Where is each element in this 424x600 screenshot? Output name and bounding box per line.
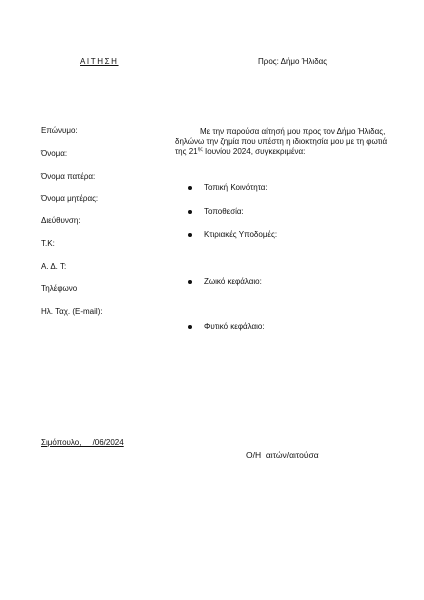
field-id-number-label: Α. Δ. Τ: — [41, 262, 67, 271]
damage-item-location — [204, 207, 244, 217]
bullet-icon — [188, 210, 192, 214]
field-address-label: Διεύθυνση: — [41, 216, 81, 225]
signer-label: Ο/Η αιτών/αιτούσα — [246, 450, 319, 460]
damage-item-buildings — [204, 230, 277, 240]
damage-item-crops — [204, 322, 265, 332]
bullet-icon — [188, 186, 192, 190]
field-postal-code-label: Τ.Κ: — [41, 239, 55, 248]
document-title: ΑΙΤΗΣΗ — [80, 57, 119, 66]
intro-paragraph — [175, 127, 390, 157]
field-phone-label: Τηλέφωνο — [41, 284, 78, 293]
damage-item-label: Ζωικό κεφάλαιο: — [204, 277, 262, 286]
bullet-icon — [188, 280, 192, 284]
damage-item-community — [204, 183, 268, 193]
damage-item-label: Φυτικό κεφάλαιο: — [204, 322, 265, 331]
damage-item-label: Κτιριακές Υποδομές: — [204, 230, 278, 239]
damage-item-label: Τοποθεσία: — [204, 207, 244, 216]
field-email-label: Ηλ. Ταχ. (E-mail): — [41, 307, 103, 316]
field-name-label: Όνομα: — [41, 149, 68, 158]
recipient-line: Προς: Δήμο Ήλιδας — [258, 57, 328, 66]
field-mother-name-label: Όνομα μητέρας: — [41, 194, 99, 203]
field-father-name-label: Όνομα πατέρα: — [41, 172, 96, 181]
bullet-icon — [188, 233, 192, 237]
damage-item-label: Τοπική Κοινότητα: — [204, 183, 268, 192]
intro-text: Με την παρούσα αίτησή μου προς τον Δήμο Ήλιδας, δηλώνω την ζημία που υπέστη η ιδιοκτησία μου με τη φωτιά της 21 — [175, 127, 388, 156]
field-surname-label: Επώνυμο: — [41, 126, 78, 135]
bullet-icon — [188, 325, 192, 329]
intro-text-end: Ιουνίου 2024, συγκεκριμένα: — [202, 147, 306, 156]
damage-item-livestock — [204, 277, 262, 287]
intro-superscript: ης — [197, 146, 203, 153]
place-date-line: Σιμόπουλο, /06/2024 — [41, 438, 124, 447]
